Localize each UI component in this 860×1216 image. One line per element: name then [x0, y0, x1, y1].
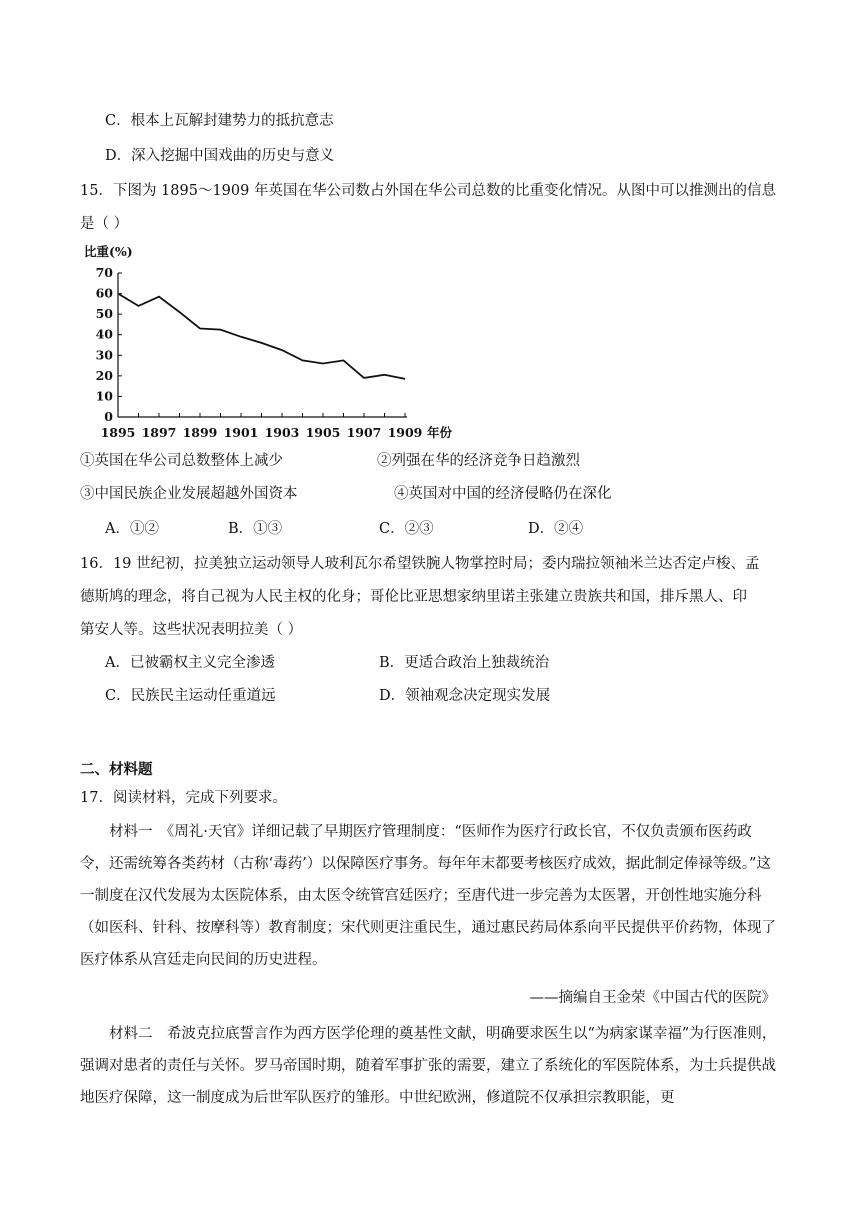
q14-option-d: D．深入挖掘中国戏曲的历史与意义	[105, 148, 335, 164]
x-tick-label: 1899	[182, 425, 218, 440]
q16-option-a: A．已被霸权主义完全渗透	[105, 655, 275, 671]
section-heading: 二、材料题	[80, 762, 153, 778]
x-tick-label: 1897	[141, 425, 177, 440]
q15-statement-4: ④英国对中国的经济侵略仍在深化	[394, 486, 612, 502]
y-tick-label: 30	[95, 347, 113, 363]
q15-stem-line2: 是（ ）	[80, 216, 129, 232]
q17-material-2: 材料二 希波克拉底誓言作为西方医学伦理的奠基性文献，明确要求医生以“为病家谋幸福”为行医准则，强调对患者的责任与关怀。罗马帝国时期，随着军事扩张的需要，建立了系统化的军医院体系，为士兵提供战地医疗保障，这一制度成为后世军队医疗的雏形。中世纪欧洲，修道院不仅承担宗教职能，更	[80, 1026, 777, 1106]
y-axis-label: 比重(%)	[84, 244, 133, 259]
q17-stem: 17．阅读材料，完成下列要求。	[80, 790, 287, 806]
q16-option-c: C．民族民主运动任重道远	[105, 688, 276, 704]
q15-option-b: B．①③	[228, 521, 283, 537]
q15-stem-line1: 15．下图为 1895～1909 年英国在华公司数占外国在华公司总数的比重变化情况。从图中可以推测出的信息	[80, 183, 776, 199]
y-tick-label: 20	[95, 367, 113, 383]
q16-stem-line1: 16．19 世纪初，拉美独立运动领导人玻利瓦尔希望铁腕人物掌控时局；委内瑞拉领袖米兰达否定卢梭、孟	[80, 556, 760, 572]
x-tick-label: 1901	[223, 425, 259, 440]
q17-material-1: 材料一 《周礼·天官》详细记载了早期医疗管理制度：“医师作为医疗行政长官，不仅负责颁布医药政令，还需统筹各类药材（古称‘毒药’）以保障医疗事务。每年年末都要考核医疗成效，据此制定俸禄等级。”这一制度在汉代发展为太医院体系，由太医令统管宫廷医疗；至唐代进一步完善为太医署，开创性地实施分科（如医科、针科、按摩科等）教育制度；宋代则更注重民生，通过惠民药局体系向平民提供平价药物，体现了医疗体系从宫廷走向民间的历史进程。	[80, 824, 776, 968]
q15-statement-2: ②列强在华的经济竞争日趋激烈	[377, 453, 580, 469]
x-tick-label: 1895	[100, 425, 136, 440]
q15-option-a: A．①②	[105, 521, 159, 537]
q15-statement-1: ①英国在华公司总数整体上减少	[80, 453, 283, 469]
q16-stem-line2: 德斯鸠的理念，将自己视为人民主权的化身；哥伦比亚思想家纳里诺主张建立贵族共和国，排斥黑人、印	[80, 589, 747, 605]
y-tick-label: 10	[95, 388, 113, 404]
q17-source-1: ——摘编自王金荣《中国古代的医院》	[529, 990, 776, 1006]
q15-option-c: C．②③	[379, 521, 434, 537]
x-tick-label: 1907	[346, 425, 382, 440]
x-tick-label: 1903	[264, 425, 300, 440]
y-tick-label: 60	[95, 285, 113, 301]
y-tick-label: 0	[104, 409, 113, 424]
series-line	[118, 294, 405, 379]
x-tick-label: 1905	[305, 425, 341, 440]
y-tick-label: 70	[95, 265, 113, 280]
q16-option-d: D．领袖观念决定现实发展	[379, 688, 551, 704]
x-axis-label: 年份	[427, 425, 453, 440]
q16-option-b: B．更适合政治上独裁统治	[379, 655, 550, 671]
line-chart	[80, 238, 480, 444]
y-tick-label: 50	[95, 306, 113, 322]
q14-option-c: C．根本上瓦解封建势力的抵抗意志	[105, 113, 334, 129]
q15-option-d: D．②④	[528, 521, 584, 537]
y-tick-label: 40	[95, 326, 113, 342]
q16-stem-line3: 第安人等。这些状况表明拉美（ ）	[80, 622, 303, 638]
x-tick-label: 1909	[387, 425, 423, 440]
q15-statement-3: ③中国民族企业发展超越外国资本	[80, 486, 298, 502]
